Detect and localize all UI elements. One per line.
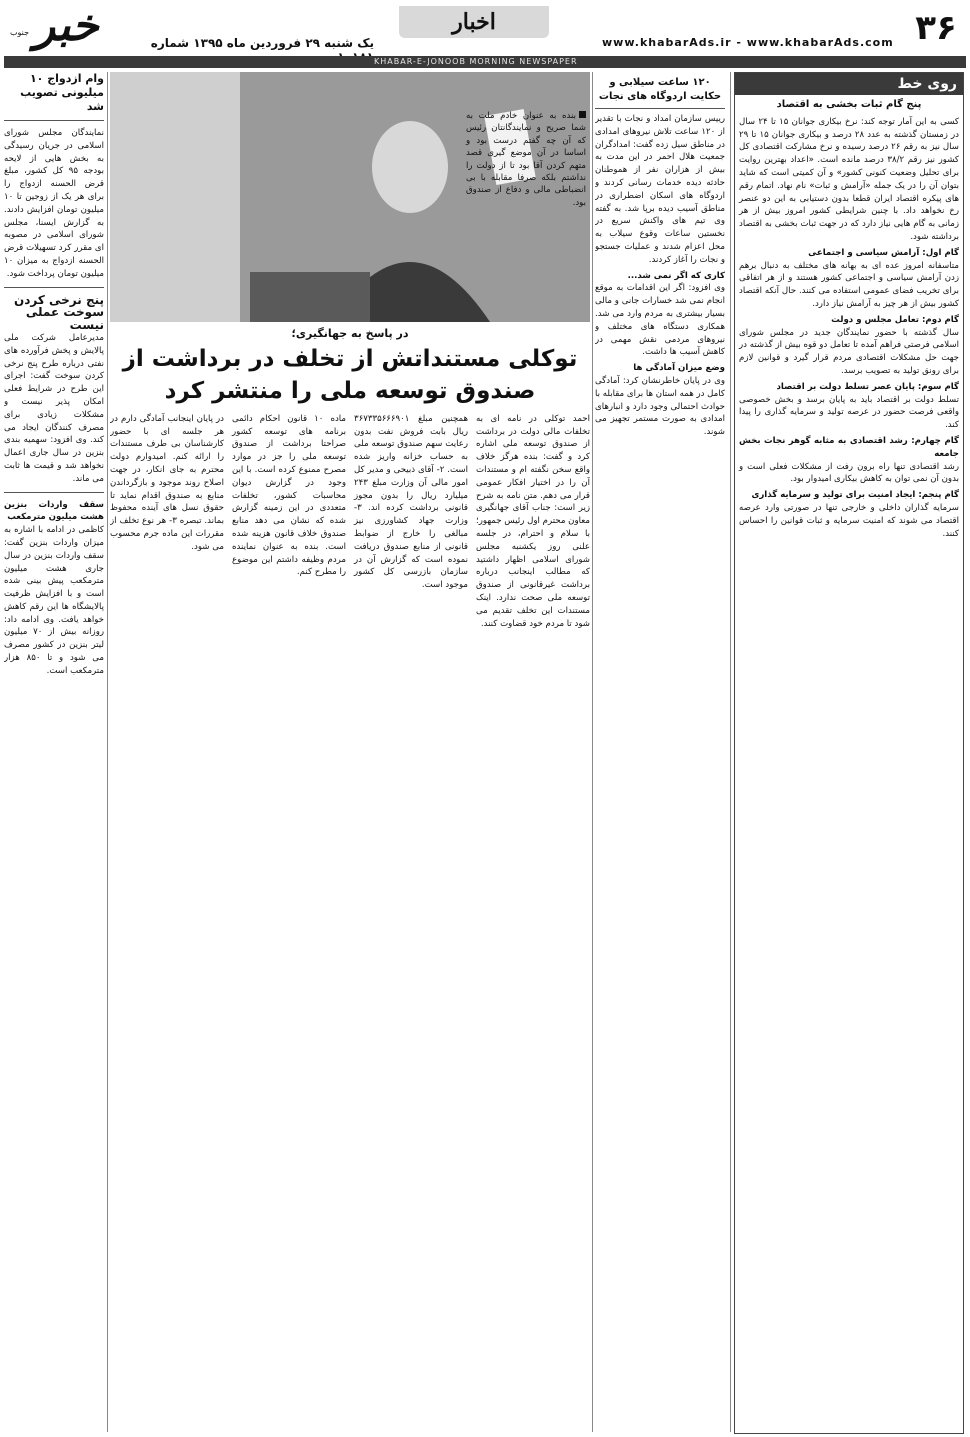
rescue-article-body: وی در پایان خاطرنشان کرد: آمادگی کامل در همه استان ها برای مقابله با حوادث احتمالی وجود دارد و انبارهای امدادی به صورت مستمر تجهیز می شوند. [595, 375, 725, 438]
article-headline: توکلی مستنداتش از تخلف در برداشت از صندوق توسعه ملی را منتشر کرد [122, 345, 578, 404]
column-divider [107, 72, 108, 1432]
banner-text: KHABAR-E-JONOOB MORNING NEWSPAPER [374, 57, 578, 66]
brief-title: وام ازدواج ۱۰ میلیونی تصویب شد [20, 72, 104, 113]
rescue-subheading: وضع میزان آمادگی ها [633, 363, 725, 374]
editorial-column [734, 72, 964, 1434]
rescue-subheading: کاری که اگر نمی شد... [627, 270, 725, 281]
editorial-section-text: تسلط دولت بر اقتصاد باید به پایان برسد و بخش خصوصی واقعی فرصت حضور در عرصه تولید و سرمایه گذاری را پیدا کند. [739, 394, 959, 431]
page-header [4, 0, 966, 56]
article-body-column: در پایان اینجانب آمادگی دارم در هر جلسه ای با حضور کارشناسان بی طرف مستندات را ارائه کنم. امیدوارم دولت محترم به جای انکار، در جهت اصلاح روند موجود و بازگرداندن منابع به صندوق اقدام نماید تا حقوق نسل های آینده محفوظ بماند. تبصره ۳- هر نوع تخلف از مقررات این ماده جرم محسوب می شود. [110, 413, 224, 552]
brief-body: مدیرعامل شرکت ملی پالایش و پخش فرآورده های نفتی درباره طرح پنج نرخی کردن سوخت گفت: اجرای این طرح در شرایط فعلی امکان پذیر نیست و مشکلات زیادی برای مصرف کنندگان ایجاد می کند. وی افزود: سهمیه بندی بنزین در سال جاری اعمال نخواهد شد و قیمت ها ثابت می ماند. [4, 332, 104, 484]
quote-square-icon [579, 111, 586, 118]
brief-body: کاظمی در ادامه با اشاره به میزان واردات بنزین گفت: سقف واردات بنزین در سال جاری هشت میلیون مترمکعب پیش بینی شده است و با افزایش ظرفیت پالایشگاه ها این رقم کاهش خواهد یافت. وی ادامه داد: روزانه بیش از ۷۰ میلیون لیتر بنزین در کشور مصرف می شود و تا ۸۵۰ هزار مترمکعب است. [4, 525, 104, 676]
pull-quote-text: بنده به عنوان خادم ملت به شما صریح و نمایندگانتان رئیس که آن چه گفتم درست بود و اساسا در آن موضع گیری قصد متهم کردن آقا بود تا از دولت را نداشتم بلکه صرفا مقابله با بی انضباطی مالی و دفاع از صندوق بود. [466, 111, 586, 208]
editorial-title: پنج گام ثبات بخشی به اقتصاد [776, 99, 922, 110]
editorial-section-text: رشد اقتصادی تنها راه برون رفت از مشکلات فعلی است و بدون آن نمی توان به کاهش بیکاری امیدوار بود. [739, 461, 959, 485]
editorial-section-title: گام دوم: تعامل مجلس و دولت [831, 314, 959, 325]
article-body-column: ماده ۱۰ قانون احکام دائمی برنامه های توسعه کشور صراحتا برداشت از صندوق توسعه ملی را جز در موارد مصرح ممنوع کرده است. با این وجود در گزارش دیوان محاسبات کشور، تخلفات متعددی در این زمینه گزارش شده که نشان می دهد منابع صندوق خلاف قانون هزینه شده است. بنده به عنوان نماینده مردم وظیفه داشتم این موضوع را مطرح کنم. [232, 413, 346, 578]
issue-date: یک شنبه ۲۹ فروردین ماه ۱۳۹۵ شماره [150, 36, 374, 50]
page-number: ۳۶ [915, 8, 957, 48]
editorial-section-text: سرمایه گذاران داخلی و خارجی تنها در صورتی وارد عرصه اقتصاد می شوند که امنیت سرمایه و ثبات قوانین را احساس کنند. [739, 502, 959, 539]
editorial-section-text: سال گذشته با حضور نمایندگان جدید در مجلس شورای اسلامی فرصتی فراهم آمده تا تعامل دو قوه بیش از گذشته در جهت حل مشکلات اقتصادی مردم قرار گیرد و قوانین لازم برای رونق تولید به تصویب برسد. [739, 327, 959, 376]
editorial-box-title: روی خط [735, 73, 963, 95]
article-photo [110, 72, 590, 322]
editorial-intro: کسی به این آمار توجه کند: نرخ بیکاری جوانان ۱۵ تا ۲۴ سال در زمستان گذشته به عدد ۲۸ درصد و بیکاری جوانان ۱۵ تا ۲۹ سال نیز به رقم ۲۶ درصد رسیده و نرخ مشارکت اقتصادی کل کشور نیز رقم ۳۸/۲ درصد مانده است. «اعداد بهترین روایت برای تحلیل وضعیت کنونی کشور» و آن کمیتی است که شاید بتوان آن را در یک جمله «آرامش و ثبات» نام نهاد. اتمام رقم های پیکره اقتصاد ایران قطعا بدون دستیابی به این دو عنصر رخ نخواهد داد. با چنین شرایطی کشور امروز بیش از هر زمانی به گام هایی نیاز دارد که در جهت ثبات بخشی به اقتصاد برداشته شود. [739, 116, 960, 242]
column-divider [730, 72, 731, 1432]
pull-quote [466, 110, 586, 209]
rescue-article [595, 72, 725, 1432]
news-briefs [4, 72, 104, 1432]
brief-title: پنج نرخی کردن سوخت عملی نیست [13, 292, 104, 333]
logo-subtext: جنوب [10, 28, 30, 37]
section-title: اخبار [399, 6, 549, 38]
rescue-article-body: رییس سازمان امداد و نجات با تقدیر از ۱۲۰ ساعت تلاش نیروهای امدادی در مناطق سیل زده گفت: امدادگران جمعیت هلال احمر در این مدت به بیش از هزاران نفر از هموطنان حادثه دیده خدمات رسانی کردند و اردوگاه های اسکان اضطراری در مناطق آسیب دیده برپا شد. به گفته وی تیم های واکنش سریع در نخستین ساعات وقوع سیلاب به محل اعزام شدند و عملیات جستجو و نجات را آغاز کردند. [595, 114, 725, 265]
article-kicker: در پاسخ به جهانگیری؛ [291, 327, 409, 340]
editorial-section-title: گام پنجم: ایجاد امنیت برای تولید و سرمایه گذاری [751, 490, 959, 501]
editorial-section-title: گام چهارم: رشد اقتصادی به مثابه گوهر نجات بخش جامعه [739, 435, 959, 459]
divider [4, 287, 104, 288]
site-url[interactable]: www.khabarAds.ir - www.khabarAds.com [602, 36, 894, 49]
editorial-section-text: متاسفانه امروز عده ای به بهانه های مختلف به دنبال برهم زدن آرامش سیاسی و اجتماعی کشور هستند و از هر اتفاقی برای تخریب فضای عمومی استفاده می کنند. حال آنکه اقتصاد کشور بیش از هر چیز به آرامش نیاز دارد. [739, 260, 959, 309]
rescue-article-body: وی افزود: اگر این اقدامات به موقع انجام نمی شد خسارات جانی و مالی بسیار بیشتری به مردم وارد می شد. همکاری دستگاه های مختلف و نیروهای مردمی نقش مهمی در کاهش آسیب ها داشت. [595, 283, 725, 358]
main-article [110, 72, 590, 1432]
header-banner [4, 56, 966, 68]
divider [4, 120, 104, 121]
divider [4, 492, 104, 493]
article-body-column: همچنین مبلغ ۳۶۷۳۳۵۶۶۶۹۰۱ ریال بابت فروش نفت بدون رعایت سهم صندوق توسعه ملی به حساب خزانه واریز شده است. ۲- آقای ذبیحی و مدیر کل امور مالی آن وزارت مبلغ ۲۴۳ میلیارد ریال را بدون مجوز قانونی برداشت کرده اند. ۳- وزارت جهاد کشاورزی نیز مبالغی را خارج از ضوابط قانونی از منابع صندوق دریافت نموده است که گزارش آن در سازمان بازرسی کل کشور موجود است. [354, 413, 468, 591]
article-body-column: احمد توکلی در نامه ای به تخلفات مالی دولت در برداشت از صندوق توسعه ملی اشاره کرد و گفت: بنده هرگز خلاف واقع سخن نگفته ام و مستندات آن را در اختیار افکار عمومی قرار می دهم. متن نامه به شرح زیر است: جناب آقای جهانگیری معاون محترم اول رئیس جمهور؛ با سلام و احترام، در جلسه علنی روز یکشنبه مجلس شورای اسلامی اظهار داشتید که مطالب اینجانب درباره برداشت غیرقانونی از صندوق توسعه ملی صحت ندارد. اینک مستندات این تخلف تقدیم می شود تا مردم خود قضاوت کنند. [476, 413, 590, 629]
brief-subheading: سقف واردات بنزین هشت میلیون مترمکعب [4, 499, 104, 523]
rescue-article-title: ۱۲۰ ساعت سیلابی و حکایت اردوگاه های نجات [595, 72, 725, 109]
editorial-section-title: گام سوم: پایان عصر تسلط دولت بر اقتصاد [776, 381, 959, 392]
logo-text: خبر [34, 0, 99, 51]
column-divider [592, 72, 593, 1432]
brief-body: نمایندگان مجلس شورای اسلامی در جریان رسیدگی به بخش هایی از لایحه بودجه ۹۵ کل کشور، مبلغ قرض الحسنه ازدواج را برای هر یک از زوجین تا ۱۰ میلیون تومان افزایش دادند. به گزارش ایسنا، مجلس شورای اسلامی در مصوبه ای مقرر کرد تسهیلات قرض الحسنه ازدواج به میزان ۱۰ میلیون تومان پرداخت شود. [4, 128, 104, 279]
editorial-section-title: گام اول: آرامش سیاسی و اجتماعی [808, 247, 959, 258]
article-body [110, 413, 590, 631]
newspaper-logo [4, 0, 114, 51]
